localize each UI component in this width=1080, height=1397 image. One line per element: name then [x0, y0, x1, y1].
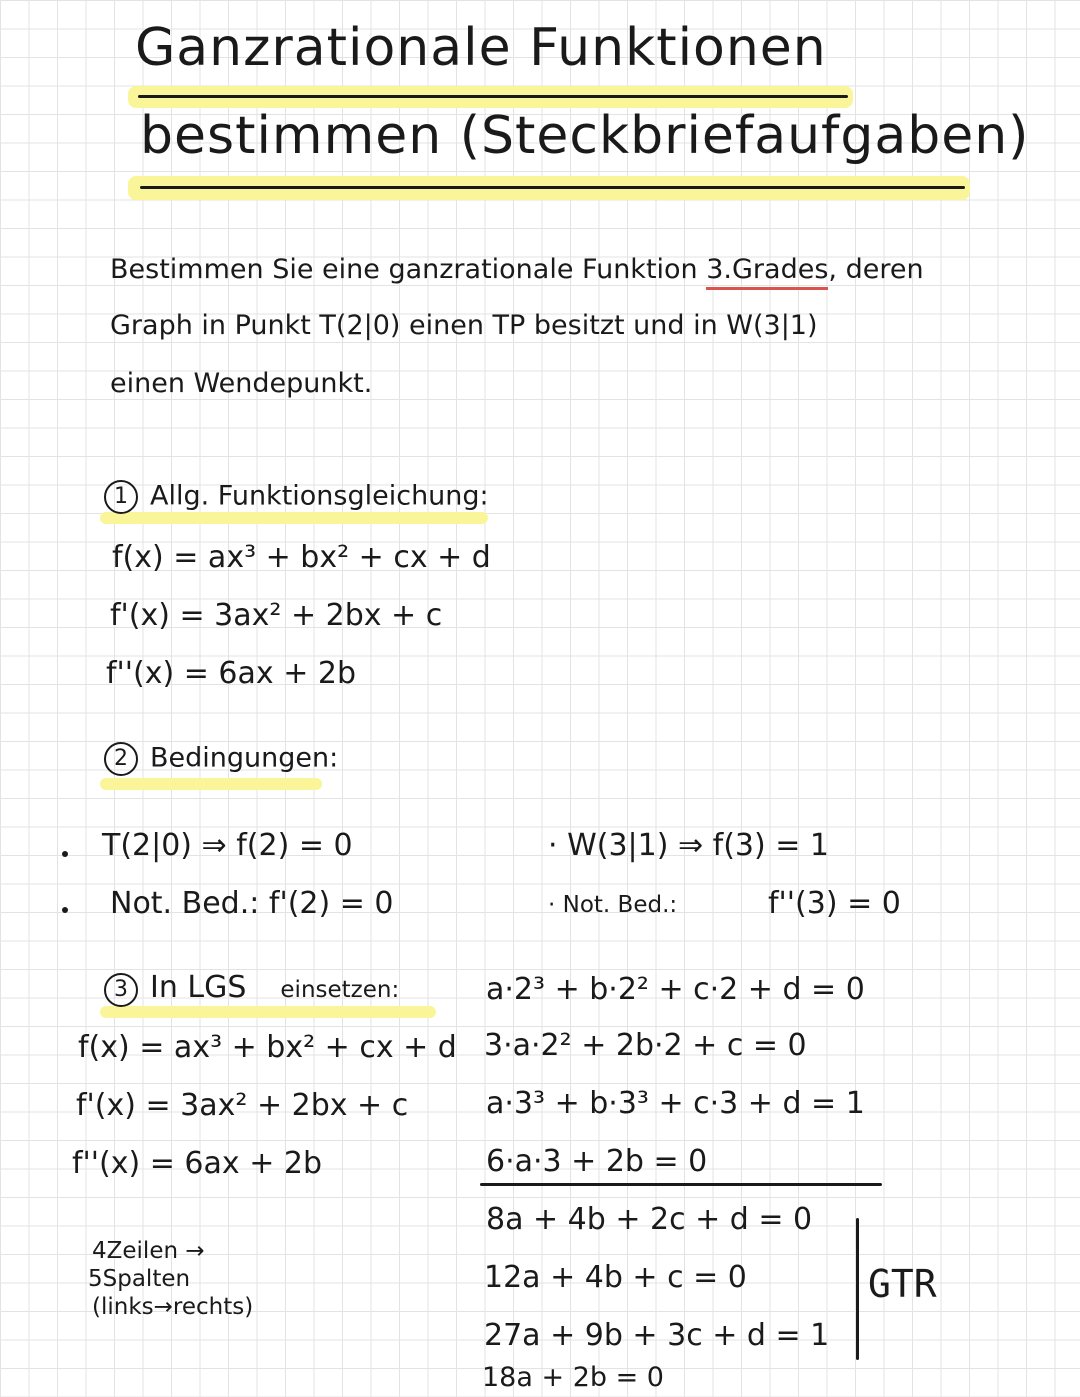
task-line-3: einen Wendepunkt.: [110, 368, 373, 399]
step1-eq-1: f(x) = ax³ + bx² + cx + d: [112, 540, 491, 575]
substitution-2: 3·a·2² + 2b·2 + c = 0: [484, 1028, 807, 1063]
step1-eq-3: f''(x) = 6ax + 2b: [106, 656, 356, 691]
lgs-row-4: 18a + 2b = 0: [482, 1362, 664, 1393]
substitution-1: a·2³ + b·2² + c·2 + d = 0: [486, 972, 865, 1007]
step3-eq-1: f(x) = ax³ + bx² + cx + d: [78, 1030, 457, 1065]
step3-heading-b: einsetzen:: [280, 977, 400, 1003]
substitution-4: 6·a·3 + 2b = 0: [486, 1144, 708, 1179]
step3-eq-2: f'(x) = 3ax² + 2bx + c: [76, 1088, 409, 1123]
step2-heading: [104, 742, 338, 776]
task-line-1: [110, 254, 924, 285]
step2-right-row-1: · W(3|1) ⇒ f(3) = 1: [548, 828, 829, 863]
step2-left-row-1: T(2|0) ⇒ f(2) = 0: [102, 828, 353, 863]
step1-heading: [104, 480, 489, 514]
step3-number: 3: [104, 973, 138, 1007]
step2-right-row-2-label: · Not. Bed.:: [548, 892, 678, 918]
page-title-line-2: bestimmen (Steckbriefaufgaben): [140, 106, 1030, 166]
step1-number: 1: [104, 480, 138, 514]
step3-highlight: [100, 1006, 436, 1018]
step3-eq-3: f''(x) = 6ax + 2b: [72, 1146, 322, 1181]
gtr-divider: [856, 1218, 859, 1360]
task-line-1-start: Bestimmen Sie eine ganzrationale Funktion: [110, 254, 707, 285]
note-direction: (links→rechts): [92, 1294, 254, 1320]
task-degree: 3.Grades: [706, 254, 828, 290]
gtr-label: GTR: [868, 1262, 937, 1306]
task-line-2: Graph in Punkt T(2|0) einen TP besitzt und in W(3|1): [110, 310, 818, 341]
note-rows: 4Zeilen →: [92, 1238, 205, 1264]
bullet-1: [62, 851, 68, 857]
step2-left-row-2: Not. Bed.: f'(2) = 0: [110, 886, 394, 921]
step2-highlight: [100, 778, 322, 790]
bullet-2: [62, 907, 68, 913]
title-underline-2: [140, 186, 965, 189]
note-columns: 5Spalten: [88, 1266, 191, 1292]
title-underline-1: [138, 95, 848, 98]
step2-heading-text: Bedingungen:: [150, 742, 339, 774]
lgs-row-3: 27a + 9b + 3c + d = 1: [484, 1318, 830, 1353]
step2-number: 2: [104, 742, 138, 776]
lgs-row-2: 12a + 4b + c = 0: [484, 1260, 747, 1295]
substitution-divider: [480, 1183, 882, 1186]
step1-eq-2: f'(x) = 3ax² + 2bx + c: [110, 598, 443, 633]
task-line-1-end: , deren: [828, 254, 924, 285]
step3-heading-a: In LGS: [150, 970, 247, 1005]
page-title-line-1: Ganzrationale Funktionen: [135, 18, 827, 78]
step1-heading-text: Allg. Funktionsgleichung:: [150, 480, 489, 512]
step2-right-row-2-eq: f''(3) = 0: [768, 886, 901, 921]
lgs-row-1: 8a + 4b + 2c + d = 0: [486, 1202, 813, 1237]
substitution-3: a·3³ + b·3³ + c·3 + d = 1: [486, 1086, 865, 1121]
step3-heading: [104, 970, 399, 1007]
